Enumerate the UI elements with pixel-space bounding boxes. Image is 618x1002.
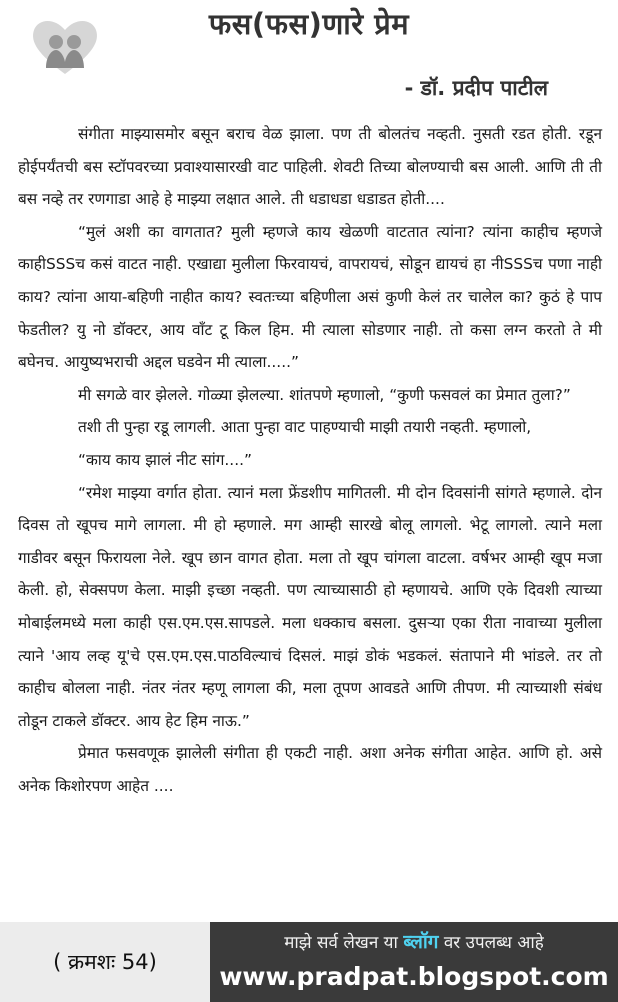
paragraph: “रमेश माझ्या वर्गात होता. त्यानं मला फ्रेंडशीप मागितली. मी दोन दिवसांनी सांगते म्हणाले. दोन दिवस तो खूपच मागे लागला. मी हो म्हणाले. मग आम्ही सारखे बोलू लागलो. भेटू लागलो. त्याने मला गाडीवर बसून फिरायला नेले. खूप छान वागत होता. मला तो खूप चांगला वाटला. वर्षभर आम्ही खूप मजा केली. हो, सेक्सपण केला. माझी इच्छा नव्हती. पण त्याच्यासाठी हो म्हणायचे. आणि एके दिवशी त्याच्या मोबाईलमध्ये मला काही एस.एम.एस.सापडले. मला धक्काच बसला. दुसऱ्या एका रीता नावाच्या मुलीला त्याने 'आय लव्ह यू'चे एस.एम.एस.पाठविल्याचं दिसलं. माझं डोकं भडकलं. संतापाने मी भांडले. तर तो काहीच बोलला नाही. नंतर नंतर म्हणू लागला की, मला तूपण आवडते आणि तीपण. मी त्याच्याशी संबंध तोडून टाकले डॉक्टर. आय हेट हिम नाऊ.” [18, 483, 602, 730]
footer [0, 922, 618, 1002]
article-title: फस(फस)णारे प्रेम [208, 7, 410, 41]
blog-url-link[interactable]: www.pradpat.blogspot.com [219, 962, 609, 991]
paragraph: प्रेमात फसवणूक झालेली संगीता ही एकटी नाही. अशा अनेक संगीता आहेत. आणि हो. असे अनेक किशोरपण आहेत .... [18, 744, 602, 795]
banner-suffix: वर उपलब्ध आहे [443, 933, 544, 953]
paragraph: मी सगळे वार झेलले. गोळ्या झेलल्या. शांतपणे म्हणालो, “कुणी फसवलं का प्रेमात तुला?” [78, 385, 571, 404]
banner-blog-word: ब्लॉग [403, 931, 439, 953]
series-episode-label: ( क्रमशः 54) [0, 922, 210, 1002]
blog-banner-text [210, 928, 618, 954]
paragraph: “काय काय झालं नीट सांग....” [78, 450, 252, 469]
banner-prefix: माझे सर्व लेखन या [284, 933, 398, 953]
paragraph: “मुलं अशी का वागतात? मुली म्हणजे काय खेळणी वाटतात त्यांना? त्यांना काहीच म्हणजे काहीSSSच कसं वाटत नाही. एखाद्या मुलीला फिरवायचं, वापरायचं, सोडून द्यायचं हा नीSSSच पणा नाही काय? त्यांना आया-बहिणी नाहीत काय? स्वतःच्या बहिणीला असं कुणी केलं तर चालेल का? कुठं हे पाप फेडतील? यु नो डॉक्टर, आय वाँट टू किल हिम. मी त्याला सोडणार नाही. तो कसा लग्न करतो ते मी बघेनच. आयुष्यभराची अद्दल घडवेन मी त्याला.....” [18, 222, 602, 372]
article-body [18, 118, 602, 802]
article-author: - डॉ. प्रदीप पाटील [404, 76, 548, 100]
paragraph: संगीता माझ्यासमोर बसून बराच वेळ झाला. पण ती बोलतंच नव्हती. नुसती रडत होती. रडून होईपर्यंतची बस स्टॉपवरच्या प्रवाश्यासारखी वाट पाहिली. शेवटी तिच्या बोलण्याची बस आली. आणि ती ती बस नव्हे तर रणगाडा आहे हे माझ्या लक्षात आले. ती धडाधडा धडाडत होती.... [18, 125, 602, 209]
paragraph: तशी ती पुन्हा रडू लागली. आता पुन्हा वाट पाहण्याची माझी तयारी नव्हती. म्हणालो, [78, 418, 532, 437]
blog-banner [210, 922, 618, 1002]
